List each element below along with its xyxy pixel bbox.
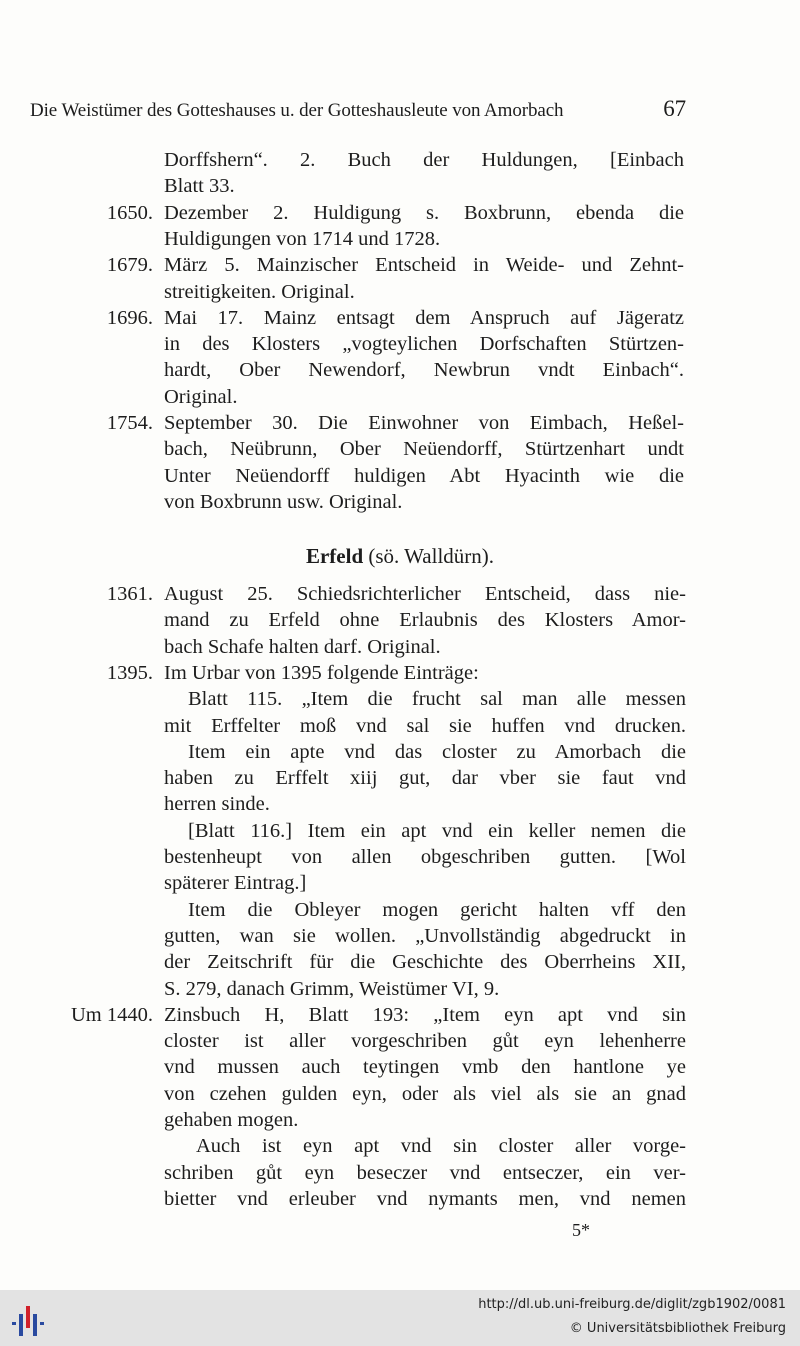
- text-line: [0, 713, 800, 739]
- text-line: [0, 1028, 800, 1054]
- text-line: [0, 634, 800, 660]
- text-line: [0, 173, 800, 199]
- text-line: [0, 305, 800, 331]
- text-line: [0, 923, 800, 949]
- section-heading-place: Erfeld: [305, 544, 364, 568]
- line-text: schriben gůt eyn beseczer vnd entseczer, ein ver-: [164, 1161, 686, 1184]
- text-line: [0, 581, 800, 607]
- line-text: Zinsbuch H, Blatt 193: „Item eyn apt vnd sin: [164, 1003, 686, 1026]
- line-text: mit Erffelter moß vnd sal sie huffen vnd drucken.: [164, 714, 686, 737]
- text-line: [0, 607, 800, 633]
- line-text: Item ein apte vnd das closter zu Amorbach die: [188, 740, 686, 763]
- line-text: von czehen gulden eyn, oder als viel als sie an gnad: [164, 1082, 686, 1105]
- line-text: August 25. Schiedsrichterlicher Entscheid, dass nie-: [164, 583, 686, 605]
- entry-year: 1361.: [106, 583, 153, 605]
- text-line: [0, 870, 800, 896]
- line-text: Huldigungen von 1714 und 1728.: [164, 227, 441, 250]
- line-text: streitigkeiten. Original.: [164, 280, 355, 303]
- line-text: Blatt 115. „Item die frucht sal man alle messen: [188, 688, 686, 711]
- text-line: [0, 739, 800, 765]
- line-text: Unter Neüendorff huldigen Abt Hyacinth wie die: [164, 464, 684, 487]
- line-text: Mai 17. Mainz entsagt dem Anspruch auf Jägeratz: [164, 306, 684, 329]
- line-text: haben zu Erffelt xiij gut, dar vber sie faut vnd: [164, 767, 686, 790]
- text-line: [0, 949, 800, 975]
- text-line: [0, 200, 800, 226]
- text-line: [0, 147, 800, 173]
- line-text: gehaben mogen.: [164, 1109, 299, 1131]
- line-text: späterer Eintrag.]: [164, 872, 307, 895]
- text-line: [0, 1133, 800, 1159]
- text-line: [0, 1186, 800, 1212]
- text-line: [0, 1002, 800, 1028]
- text-line: [0, 818, 800, 844]
- text-line: [0, 897, 800, 923]
- line-text: der Zeitschrift für die Geschichte des Oberrheins XII,: [164, 951, 686, 974]
- text-line: [0, 463, 800, 489]
- line-text: Auch ist eyn apt vnd sin closter aller vorge-: [196, 1135, 686, 1158]
- line-text: September 30. Die Einwohner von Eimbach, Heßel-: [164, 412, 684, 434]
- text-line: [0, 384, 800, 410]
- line-text: bestenheupt von allen obgeschriben gutten. [Wol: [164, 846, 686, 868]
- text-line: [0, 226, 800, 252]
- line-text: von Boxbrunn usw. Original.: [164, 490, 403, 513]
- line-text: März 5. Mainzischer Entscheid in Weide- und Zehnt-: [164, 254, 684, 277]
- entry-year: 1679.: [106, 254, 153, 277]
- line-text: in des Klosters „vogteylichen Dorfschaften Stürtzen-: [164, 333, 684, 356]
- text-line: [0, 1107, 800, 1133]
- section-heading: [0, 542, 800, 570]
- section-heading-location: (sö. Walldürn).: [363, 544, 495, 568]
- text-line: [0, 410, 800, 436]
- line-text: mand zu Erfeld ohne Erlaubnis des Klosters Amor-: [164, 609, 686, 632]
- text-line: [0, 436, 800, 462]
- line-text: Original.: [164, 385, 238, 408]
- line-text: gutten, wan sie wollen. „Unvollständig abgedruckt in: [164, 924, 686, 947]
- text-line: [0, 357, 800, 383]
- copyright-notice: © Universitätsbibliothek Freiburg: [569, 1321, 786, 1336]
- line-text: closter ist aller vorgeschriben gůt eyn lehenherre: [164, 1030, 686, 1053]
- entry-year: 1754.: [106, 412, 153, 434]
- line-text: bach, Neübrunn, Ober Neüendorff, Stürtzenhart undt: [164, 438, 684, 461]
- text-line: [0, 1081, 800, 1107]
- permalink-url[interactable]: http://dl.ub.uni-freiburg.de/diglit/zgb1902/0081: [478, 1297, 786, 1312]
- text-line: [0, 765, 800, 791]
- line-text: hardt, Ober Newendorf, Newbrun vndt Einbach“.: [164, 359, 684, 382]
- line-text: Im Urbar von 1395 folgende Einträge:: [164, 661, 479, 684]
- line-text: herren sinde.: [164, 793, 270, 816]
- line-text: Blatt 33.: [164, 175, 235, 198]
- text-line: [0, 1054, 800, 1080]
- text-line: [0, 660, 800, 686]
- running-header: [30, 96, 686, 128]
- line-text: bach Schafe halten darf. Original.: [164, 635, 441, 658]
- text-line: [0, 489, 800, 515]
- header-title: Die Weistümer des Gotteshauses u. der Gotteshausleute von Amorbach: [30, 100, 564, 121]
- text-line: [0, 844, 800, 870]
- line-text: Item die Obleyer mogen gericht halten vff den: [188, 898, 686, 921]
- line-text: [Blatt 116.] Item ein apt vnd ein keller nemen die: [188, 819, 686, 842]
- text-line: [0, 1160, 800, 1186]
- text-line: [0, 279, 800, 305]
- line-text: bietter vnd erleuber vnd nymants men, vnd nemen: [164, 1187, 686, 1210]
- entry-year: 1696.: [106, 306, 153, 329]
- signature-mark: 5*: [572, 1220, 590, 1240]
- entry-year: 1650.: [106, 201, 153, 224]
- text-line: [0, 976, 800, 1002]
- text-line: [0, 252, 800, 278]
- text-line: [0, 791, 800, 817]
- viewer-footer: [0, 1290, 800, 1346]
- text-line: [0, 331, 800, 357]
- text-line: [0, 686, 800, 712]
- entry-year: Um 1440.: [71, 1003, 153, 1026]
- entry-year: 1395.: [106, 661, 153, 684]
- page-number: 67: [663, 96, 686, 121]
- line-text: vnd mussen auch teytingen vmb den hantlone ye: [164, 1056, 686, 1079]
- ub-freiburg-logo-icon[interactable]: [10, 1300, 50, 1340]
- line-text: Dorffshern“. 2. Buch der Huldungen, [Einbach: [164, 149, 684, 171]
- line-text: Dezember 2. Huldigung s. Boxbrunn, ebenda die: [164, 201, 684, 224]
- line-text: S. 279, danach Grimm, Weistümer VI, 9.: [164, 977, 500, 1000]
